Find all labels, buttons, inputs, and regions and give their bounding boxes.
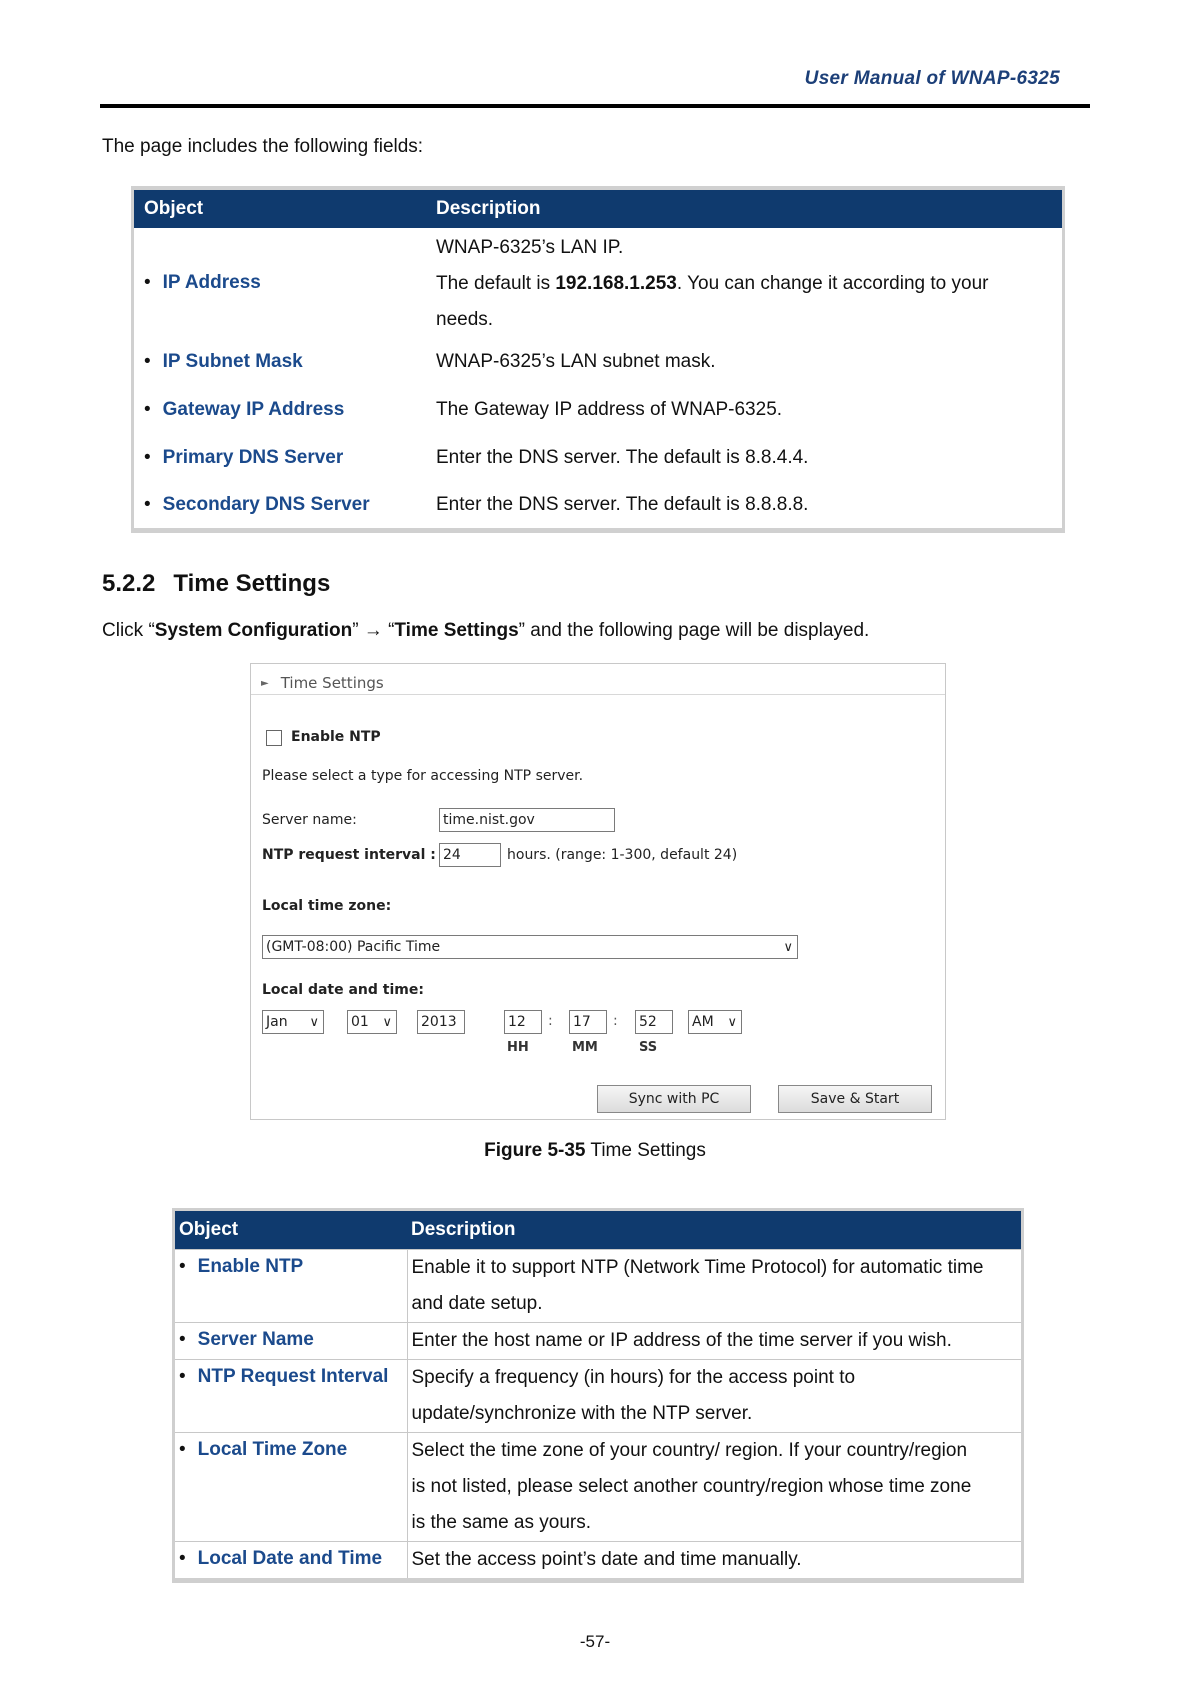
menu-path-system-configuration: System Configuration: [154, 620, 353, 641]
chevron-down-icon: ∨: [382, 1015, 392, 1030]
object-cell: [174, 1360, 408, 1433]
instruction-fragment: Click “: [102, 620, 155, 641]
section-number: 5.2.2: [102, 570, 156, 597]
minute-caption: MM: [572, 1040, 598, 1055]
panel-title: [261, 674, 384, 692]
minute-input[interactable]: 17: [569, 1010, 607, 1034]
day-value: 01: [351, 1014, 369, 1030]
triangle-right-icon: ►: [261, 678, 269, 689]
table-row: [174, 1323, 1023, 1360]
description-fragment: . You can change it according to your: [676, 273, 989, 294]
object-label: Gateway IP Address: [162, 399, 345, 420]
object-label: Secondary DNS Server: [162, 493, 370, 515]
object-cell: [133, 434, 427, 482]
page-number: -57-: [579, 1632, 611, 1651]
instruction-fragment: ”: [352, 620, 364, 641]
table-row: [174, 1542, 1023, 1581]
intro-text: The page includes the following fields:: [102, 136, 424, 157]
object-label: NTP Request Interval: [197, 1366, 389, 1387]
bullet-icon: •: [179, 1329, 186, 1350]
time-zone-label: Local time zone:: [262, 898, 392, 914]
fields-table-lan: [131, 186, 1065, 533]
server-name-input[interactable]: time.nist.gov: [439, 808, 615, 832]
bullet-icon: •: [144, 272, 151, 293]
description-line: is the same as yours.: [411, 1512, 592, 1533]
menu-path-time-settings: Time Settings: [394, 620, 519, 641]
description-line: update/synchronize with the NTP server.: [411, 1403, 753, 1424]
date-time-label: Local date and time:: [262, 982, 424, 998]
description-cell: WNAP-6325’s LAN subnet mask.: [436, 351, 716, 372]
section-title-text: Time Settings: [173, 570, 331, 597]
chevron-down-icon: ∨: [783, 940, 793, 955]
table-row: [133, 228, 1064, 338]
object-cell: [174, 1542, 408, 1581]
bullet-icon: •: [179, 1256, 186, 1277]
hour-input[interactable]: 12: [504, 1010, 542, 1034]
time-separator: :: [613, 1013, 618, 1029]
panel-divider: [251, 694, 945, 695]
description-cell: [407, 1433, 1023, 1542]
description-line: and date setup.: [411, 1293, 543, 1314]
description-line: is not listed, please select another country/region whose time zone: [411, 1476, 972, 1497]
description-line: Set the access point’s date and time manually.: [411, 1549, 802, 1570]
object-cell: [133, 386, 427, 434]
default-ip-value: 192.168.1.253: [555, 273, 677, 294]
description-cell: Enter the DNS server. The default is 8.8.8.8.: [436, 493, 809, 515]
second-input[interactable]: 52: [635, 1010, 673, 1034]
figure-caption-text: Time Settings: [585, 1140, 706, 1161]
column-header-object: Object: [174, 1210, 408, 1250]
bullet-icon: •: [144, 351, 151, 372]
description-cell: Enter the DNS server. The default is 8.8.4.4.: [436, 447, 809, 468]
table-row: [174, 1433, 1023, 1542]
object-cell: [133, 482, 427, 530]
ntp-type-prompt: Please select a type for accessing NTP server.: [262, 768, 584, 784]
description-cell: The Gateway IP address of WNAP-6325.: [436, 399, 783, 420]
ampm-select[interactable]: [688, 1010, 742, 1034]
bullet-icon: •: [179, 1548, 186, 1569]
bullet-icon: •: [144, 493, 151, 515]
bullet-icon: •: [144, 447, 151, 468]
panel-title-text: Time Settings: [280, 674, 384, 692]
description-line: Specify a frequency (in hours) for the access point to: [411, 1367, 856, 1388]
navigation-instruction: [102, 620, 869, 642]
bullet-icon: •: [179, 1366, 186, 1387]
object-cell: [174, 1433, 408, 1542]
object-cell: [133, 338, 427, 386]
time-zone-select[interactable]: [262, 935, 798, 959]
description-cell: [426, 228, 1064, 338]
table-row: [133, 386, 1064, 434]
description-cell: [407, 1250, 1023, 1323]
description-line: needs.: [436, 309, 494, 330]
description-line: WNAP-6325’s LAN IP.: [436, 237, 624, 258]
object-label: Local Date and Time: [197, 1548, 383, 1569]
header-rule: [100, 104, 1090, 108]
object-cell: [174, 1250, 408, 1323]
description-line: Select the time zone of your country/ region. If your country/region: [411, 1440, 968, 1461]
instruction-fragment: “: [382, 620, 395, 641]
enable-ntp-label: Enable NTP: [291, 729, 381, 745]
table-row: [133, 434, 1064, 482]
fields-table-time: [172, 1208, 1024, 1583]
month-select[interactable]: [262, 1010, 324, 1034]
chevron-down-icon: ∨: [309, 1015, 319, 1030]
ampm-value: AM: [692, 1014, 714, 1030]
ntp-interval-hint: hours. (range: 1-300, default 24): [507, 847, 738, 863]
object-label: IP Address: [162, 272, 261, 293]
sync-with-pc-button[interactable]: Sync with PC: [597, 1085, 751, 1113]
object-cell: [133, 228, 427, 338]
figure-number: Figure 5-35: [484, 1140, 586, 1161]
column-header-description: Description: [426, 188, 1064, 228]
description-cell: [407, 1360, 1023, 1433]
ntp-interval-input[interactable]: 24: [439, 843, 501, 867]
object-label: Local Time Zone: [197, 1439, 348, 1460]
chevron-down-icon: ∨: [727, 1015, 737, 1030]
second-caption: SS: [639, 1040, 658, 1055]
table-header-row: [133, 188, 1064, 228]
day-select[interactable]: [347, 1010, 397, 1034]
server-name-label: Server name:: [262, 812, 357, 828]
description-cell: [407, 1323, 1023, 1360]
table-row: [133, 482, 1064, 530]
description-line: [436, 266, 1052, 302]
time-separator: :: [548, 1013, 553, 1029]
hour-caption: HH: [507, 1040, 529, 1055]
instruction-fragment: ” and the following page will be displayed.: [518, 620, 870, 641]
object-label: Enable NTP: [197, 1256, 304, 1277]
object-label: Primary DNS Server: [162, 447, 344, 468]
description-line: Enable it to support NTP (Network Time Protocol) for automatic time: [411, 1257, 984, 1278]
section-title: [102, 570, 330, 598]
enable-ntp-checkbox[interactable]: [266, 730, 282, 746]
year-input[interactable]: 2013: [417, 1010, 465, 1034]
description-line: Enter the host name or IP address of the time server if you wish.: [411, 1330, 952, 1351]
description-cell: [407, 1542, 1023, 1581]
table-row: [133, 338, 1064, 386]
object-label: Server Name: [197, 1329, 314, 1350]
object-label: IP Subnet Mask: [162, 351, 303, 372]
description-fragment: The default is: [436, 273, 556, 294]
figure-caption: [0, 1140, 1190, 1162]
ntp-interval-label: NTP request interval :: [262, 847, 436, 863]
column-header-description: Description: [407, 1210, 1023, 1250]
table-header-row: [174, 1210, 1023, 1250]
column-header-object: Object: [133, 188, 427, 228]
table-row: [174, 1250, 1023, 1323]
object-cell: [174, 1323, 408, 1360]
table-row: [174, 1360, 1023, 1433]
month-value: Jan: [266, 1014, 288, 1030]
bullet-icon: •: [179, 1439, 186, 1460]
arrow-right-icon: →: [363, 620, 383, 641]
document-header: User Manual of WNAP-6325: [804, 68, 1060, 89]
save-start-button[interactable]: Save & Start: [778, 1085, 932, 1113]
time-zone-value: (GMT-08:00) Pacific Time: [266, 939, 441, 955]
time-settings-panel: [250, 663, 946, 1120]
bullet-icon: •: [144, 399, 151, 420]
